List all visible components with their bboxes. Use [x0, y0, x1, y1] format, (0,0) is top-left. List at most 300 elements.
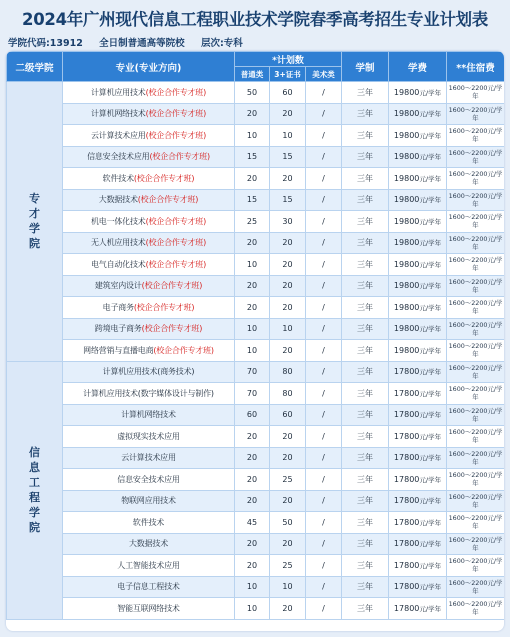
plan-normal-cell: 50 [235, 82, 270, 104]
fee-unit: 元/学年 [419, 561, 442, 570]
dorm-fee-cell: 1600～2200元/学年 [447, 211, 505, 233]
plan-art-cell: / [306, 555, 342, 577]
header-college: 二级学院 [7, 52, 63, 82]
fee-amount: 17800 [393, 367, 420, 377]
duration-cell: 三年 [342, 447, 389, 469]
major-cell [63, 254, 235, 276]
table-row [7, 533, 505, 555]
plan-cert-cell: 30 [270, 211, 306, 233]
plan-normal-cell: 60 [235, 404, 270, 426]
duration-cell: 三年 [342, 512, 389, 534]
school-info [8, 35, 502, 49]
fee-cell [389, 555, 447, 577]
header-plan-art: 美术类 [306, 67, 342, 82]
dorm-fee-cell: 1600～2200元/学年 [447, 533, 505, 555]
fee-unit: 元/学年 [419, 540, 442, 549]
plan-normal-cell: 20 [235, 469, 270, 491]
table-row [7, 103, 505, 125]
plan-art-cell: / [306, 232, 342, 254]
plan-normal-cell: 10 [235, 125, 270, 147]
duration-cell: 三年 [342, 576, 389, 598]
fee-cell [389, 426, 447, 448]
dorm-fee-cell: 1600～2200元/学年 [447, 232, 505, 254]
dorm-fee-cell: 1600～2200元/学年 [447, 340, 505, 362]
plan-cert-cell: 20 [270, 426, 306, 448]
plan-normal-cell: 20 [235, 490, 270, 512]
table-row [7, 404, 505, 426]
fee-cell [389, 211, 447, 233]
plan-cert-cell: 80 [270, 383, 306, 405]
plan-art-cell: / [306, 447, 342, 469]
major-cell [63, 361, 235, 383]
fee-unit: 元/学年 [419, 88, 442, 97]
plan-art-cell: / [306, 469, 342, 491]
table-row [7, 82, 505, 104]
plan-normal-cell: 10 [235, 254, 270, 276]
fee-amount: 19800 [393, 173, 420, 183]
fee-unit: 元/学年 [419, 303, 442, 312]
fee-amount: 17800 [393, 388, 420, 398]
plan-normal-cell: 20 [235, 533, 270, 555]
major-cell [63, 512, 235, 534]
fee-cell [389, 254, 447, 276]
plan-normal-cell: 70 [235, 361, 270, 383]
plan-normal-cell: 10 [235, 340, 270, 362]
duration-cell: 三年 [342, 168, 389, 190]
dorm-fee-cell: 1600～2200元/学年 [447, 146, 505, 168]
header-fee: 学费 [389, 52, 447, 82]
table-row [7, 340, 505, 362]
major-cell [63, 555, 235, 577]
plan-art-cell: / [306, 297, 342, 319]
college-name: 信息工程学院 [29, 446, 40, 534]
plan-cert-cell: 20 [270, 297, 306, 319]
dorm-fee-cell: 1600～2200元/学年 [447, 254, 505, 276]
coop-label: (校企合作专才班) [141, 281, 203, 291]
fee-unit: 元/学年 [419, 346, 442, 355]
duration-cell: 三年 [342, 211, 389, 233]
major-name: 信息安全技术应用 [117, 474, 180, 484]
fee-amount: 17800 [393, 582, 420, 592]
dorm-fee-cell: 1600～2200元/学年 [447, 103, 505, 125]
plan-cert-cell: 20 [270, 275, 306, 297]
table-row [7, 576, 505, 598]
dorm-fee-cell: 1600～2200元/学年 [447, 555, 505, 577]
major-cell [63, 576, 235, 598]
enrollment-plan-table [6, 51, 504, 631]
plan-cert-cell: 20 [270, 598, 306, 620]
major-name: 信息安全技术应用 [87, 152, 150, 162]
table-row [7, 211, 505, 233]
plan-cert-cell: 50 [270, 512, 306, 534]
fee-unit: 元/学年 [419, 518, 442, 527]
major-cell [63, 168, 235, 190]
fee-cell [389, 361, 447, 383]
coop-label: (校企合作专才班) [133, 173, 195, 183]
fee-unit: 元/学年 [419, 282, 442, 291]
major-name: 软件技术 [102, 173, 134, 183]
dorm-fee-cell: 1600～2200元/学年 [447, 490, 505, 512]
major-name: 智能互联网络技术 [117, 603, 180, 613]
plan-cert-cell: 20 [270, 254, 306, 276]
fee-amount: 19800 [393, 109, 420, 119]
fee-unit: 元/学年 [419, 368, 442, 377]
plan-normal-cell: 10 [235, 598, 270, 620]
plan-cert-cell: 20 [270, 490, 306, 512]
fee-unit: 元/学年 [419, 196, 442, 205]
school-code: 学院代码:13912 [8, 38, 83, 49]
plan-normal-cell: 20 [235, 297, 270, 319]
plan-normal-cell: 25 [235, 211, 270, 233]
plan-cert-cell: 10 [270, 576, 306, 598]
fee-amount: 17800 [393, 539, 420, 549]
table-row [7, 189, 505, 211]
coop-label: (校企合作专才班) [145, 216, 207, 226]
major-name: 建筑室内设计 [94, 281, 142, 291]
coop-label: (校企合作专才班) [149, 152, 210, 162]
fee-amount: 19800 [393, 324, 420, 334]
table-row [7, 168, 505, 190]
fee-unit: 元/学年 [419, 583, 442, 592]
plan-cert-cell: 10 [270, 125, 306, 147]
dorm-fee-cell: 1600～2200元/学年 [447, 576, 505, 598]
major-cell [63, 404, 235, 426]
plan-art-cell: / [306, 340, 342, 362]
plan-normal-cell: 20 [235, 555, 270, 577]
duration-cell: 三年 [342, 82, 389, 104]
fee-unit: 元/学年 [419, 325, 442, 334]
dorm-fee-cell: 1600～2200元/学年 [447, 598, 505, 620]
fee-unit: 元/学年 [419, 454, 442, 463]
table-row [7, 512, 505, 534]
plan-cert-cell: 20 [270, 232, 306, 254]
fee-unit: 元/学年 [419, 153, 442, 162]
header-plan-normal: 普通类 [235, 67, 270, 82]
duration-cell: 三年 [342, 490, 389, 512]
fee-cell [389, 598, 447, 620]
plan-normal-cell: 20 [235, 275, 270, 297]
plan-cert-cell: 20 [270, 447, 306, 469]
duration-cell: 三年 [342, 340, 389, 362]
fee-unit: 元/学年 [419, 604, 442, 613]
dorm-fee-cell: 1600～2200元/学年 [447, 512, 505, 534]
major-name: 电子信息工程技术 [117, 582, 180, 592]
coop-label: (校企合作专才班) [145, 130, 207, 140]
major-name: 计算机应用技术(商务技术) [102, 367, 195, 377]
coop-label: (校企合作专才班) [145, 259, 207, 269]
major-cell [63, 533, 235, 555]
fee-amount: 19800 [393, 259, 420, 269]
fee-unit: 元/学年 [419, 497, 442, 506]
plan-art-cell: / [306, 254, 342, 276]
major-name: 计算机应用技术 [90, 87, 146, 97]
major-cell [63, 297, 235, 319]
major-name: 机电一体化技术 [90, 216, 146, 226]
coop-label: (校企合作专才班) [145, 238, 207, 248]
dorm-fee-cell: 1600～2200元/学年 [447, 297, 505, 319]
coop-label: (校企合作专才班) [145, 109, 207, 119]
header-duration: 学制 [342, 52, 389, 82]
header-plan: *计划数 [235, 52, 342, 67]
plan-cert-cell: 20 [270, 103, 306, 125]
major-cell [63, 447, 235, 469]
major-cell [63, 232, 235, 254]
fee-cell [389, 232, 447, 254]
plan-art-cell: / [306, 103, 342, 125]
major-name: 无人机应用技术 [90, 238, 146, 248]
coop-label: (校企合作专才班) [141, 324, 203, 334]
fee-amount: 19800 [393, 345, 420, 355]
fee-unit: 元/学年 [419, 432, 442, 441]
dorm-fee-cell: 1600～2200元/学年 [447, 383, 505, 405]
table-row [7, 318, 505, 340]
dorm-fee-cell: 1600～2200元/学年 [447, 318, 505, 340]
fee-cell [389, 490, 447, 512]
fee-unit: 元/学年 [419, 131, 442, 140]
dorm-fee-cell: 1600～2200元/学年 [447, 426, 505, 448]
plan-normal-cell: 70 [235, 383, 270, 405]
fee-unit: 元/学年 [419, 411, 442, 420]
plan-art-cell: / [306, 576, 342, 598]
plan-art-cell: / [306, 189, 342, 211]
major-name: 大数据技术 [129, 539, 168, 549]
table-row [7, 383, 505, 405]
plan-normal-cell: 20 [235, 232, 270, 254]
major-cell [63, 469, 235, 491]
major-name: 电气自动化技术 [90, 259, 146, 269]
table-row [7, 254, 505, 276]
fee-amount: 17800 [393, 560, 420, 570]
coop-label: (校企合作专才班) [137, 195, 199, 205]
plan-normal-cell: 20 [235, 168, 270, 190]
table-row [7, 490, 505, 512]
major-cell [63, 125, 235, 147]
fee-amount: 19800 [393, 130, 420, 140]
fee-unit: 元/学年 [419, 475, 442, 484]
dorm-fee-cell: 1600～2200元/学年 [447, 168, 505, 190]
header-plan-cert: 3+证书 [270, 67, 306, 82]
fee-unit: 元/学年 [419, 110, 442, 119]
coop-label: (校企合作专才班) [145, 87, 207, 97]
college-name: 专才学院 [29, 192, 40, 251]
plan-normal-cell: 20 [235, 426, 270, 448]
major-cell [63, 340, 235, 362]
table-row [7, 146, 505, 168]
fee-unit: 元/学年 [419, 217, 442, 226]
fee-amount: 17800 [393, 496, 420, 506]
plan-cert-cell: 60 [270, 404, 306, 426]
fee-cell [389, 512, 447, 534]
duration-cell: 三年 [342, 469, 389, 491]
fee-unit: 元/学年 [419, 389, 442, 398]
duration-cell: 三年 [342, 555, 389, 577]
plan-art-cell: / [306, 598, 342, 620]
table-row [7, 275, 505, 297]
major-name: 电子商务 [102, 302, 134, 312]
table-row [7, 361, 505, 383]
fee-amount: 17800 [393, 410, 420, 420]
plan-cert-cell: 20 [270, 533, 306, 555]
major-cell [63, 383, 235, 405]
dorm-fee-cell: 1600～2200元/学年 [447, 469, 505, 491]
duration-cell: 三年 [342, 598, 389, 620]
table-row [7, 232, 505, 254]
fee-amount: 17800 [393, 603, 420, 613]
fee-cell [389, 383, 447, 405]
dorm-fee-cell: 1600～2200元/学年 [447, 361, 505, 383]
table-body [7, 82, 505, 620]
fee-cell [389, 533, 447, 555]
plan-art-cell: / [306, 146, 342, 168]
dorm-fee-cell: 1600～2200元/学年 [447, 82, 505, 104]
fee-cell [389, 318, 447, 340]
fee-amount: 19800 [393, 302, 420, 312]
fee-amount: 17800 [393, 517, 420, 527]
fee-cell [389, 340, 447, 362]
plan-art-cell: / [306, 361, 342, 383]
duration-cell: 三年 [342, 383, 389, 405]
fee-cell [389, 189, 447, 211]
plan-cert-cell: 15 [270, 189, 306, 211]
fee-unit: 元/学年 [419, 174, 442, 183]
plan-normal-cell: 15 [235, 189, 270, 211]
fee-amount: 17800 [393, 431, 420, 441]
college-cell [7, 361, 63, 619]
fee-cell [389, 447, 447, 469]
major-name: 跨境电子商务 [94, 324, 142, 334]
plan-cert-cell: 25 [270, 555, 306, 577]
major-cell [63, 275, 235, 297]
header-major: 专业(专业方向) [63, 52, 235, 82]
fee-amount: 17800 [393, 453, 420, 463]
table-row [7, 447, 505, 469]
plan-normal-cell: 20 [235, 103, 270, 125]
coop-label: (校企合作专才班) [133, 302, 195, 312]
plan-normal-cell: 15 [235, 146, 270, 168]
coop-label: (校企合作专才班) [153, 345, 214, 355]
school-type: 全日制普通高等院校 [99, 38, 185, 49]
plan-cert-cell: 60 [270, 82, 306, 104]
fee-cell [389, 103, 447, 125]
duration-cell: 三年 [342, 232, 389, 254]
duration-cell: 三年 [342, 254, 389, 276]
table-header [7, 52, 505, 82]
header-dorm: **住宿费 [447, 52, 505, 82]
major-cell [63, 318, 235, 340]
table-row [7, 125, 505, 147]
duration-cell: 三年 [342, 404, 389, 426]
duration-cell: 三年 [342, 297, 389, 319]
major-name: 计算机网络技术 [90, 109, 146, 119]
college-cell [7, 82, 63, 362]
major-name: 计算机应用技术(数字媒体设计与制作) [83, 388, 214, 398]
plan-art-cell: / [306, 533, 342, 555]
table-row [7, 469, 505, 491]
plan-cert-cell: 10 [270, 318, 306, 340]
plan-art-cell: / [306, 426, 342, 448]
plan-cert-cell: 80 [270, 361, 306, 383]
duration-cell: 三年 [342, 361, 389, 383]
major-name: 物联网应用技术 [121, 496, 176, 506]
fee-cell [389, 125, 447, 147]
plan-normal-cell: 20 [235, 447, 270, 469]
plan-art-cell: / [306, 211, 342, 233]
table-row [7, 426, 505, 448]
table-row [7, 598, 505, 620]
duration-cell: 三年 [342, 125, 389, 147]
fee-amount: 19800 [393, 281, 420, 291]
major-name: 人工智能技术应用 [117, 560, 180, 570]
fee-unit: 元/学年 [419, 239, 442, 248]
plan-art-cell: / [306, 82, 342, 104]
duration-cell: 三年 [342, 189, 389, 211]
plan-art-cell: / [306, 318, 342, 340]
major-name: 虚拟现实技术应用 [117, 431, 180, 441]
major-cell [63, 82, 235, 104]
major-name: 云计算技术应用 [90, 130, 146, 140]
major-cell [63, 598, 235, 620]
major-cell [63, 490, 235, 512]
major-name: 软件技术 [132, 517, 165, 527]
plan-cert-cell: 20 [270, 340, 306, 362]
plan-art-cell: / [306, 490, 342, 512]
plan-cert-cell: 25 [270, 469, 306, 491]
major-name: 大数据技术 [98, 195, 138, 205]
plan-art-cell: / [306, 275, 342, 297]
dorm-fee-cell: 1600～2200元/学年 [447, 125, 505, 147]
major-cell [63, 211, 235, 233]
education-level: 层次:专科 [201, 38, 243, 49]
fee-cell [389, 146, 447, 168]
major-cell [63, 146, 235, 168]
major-name: 网络营销与直播电商 [83, 345, 154, 355]
page-title: 2024年广州现代信息工程职业技术学院春季高考招生专业计划表 [22, 10, 488, 29]
major-cell [63, 103, 235, 125]
fee-cell [389, 404, 447, 426]
duration-cell: 三年 [342, 103, 389, 125]
plan-art-cell: / [306, 168, 342, 190]
duration-cell: 三年 [342, 275, 389, 297]
duration-cell: 三年 [342, 146, 389, 168]
dorm-fee-cell: 1600～2200元/学年 [447, 189, 505, 211]
fee-cell [389, 82, 447, 104]
fee-amount: 19800 [393, 152, 420, 162]
fee-amount: 17800 [393, 474, 420, 484]
fee-cell [389, 297, 447, 319]
table-row [7, 555, 505, 577]
major-cell [63, 189, 235, 211]
plan-art-cell: / [306, 404, 342, 426]
plan-art-cell: / [306, 383, 342, 405]
plan-normal-cell: 10 [235, 318, 270, 340]
plan-normal-cell: 45 [235, 512, 270, 534]
plan-art-cell: / [306, 512, 342, 534]
duration-cell: 三年 [342, 426, 389, 448]
duration-cell: 三年 [342, 318, 389, 340]
fee-amount: 19800 [393, 87, 420, 97]
fee-cell [389, 469, 447, 491]
plan-normal-cell: 10 [235, 576, 270, 598]
duration-cell: 三年 [342, 533, 389, 555]
major-cell [63, 426, 235, 448]
dorm-fee-cell: 1600～2200元/学年 [447, 404, 505, 426]
major-name: 计算机网络技术 [121, 410, 176, 420]
fee-cell [389, 275, 447, 297]
major-name: 云计算技术应用 [121, 453, 176, 463]
fee-cell [389, 168, 447, 190]
fee-amount: 19800 [393, 216, 420, 226]
plan-cert-cell: 20 [270, 168, 306, 190]
